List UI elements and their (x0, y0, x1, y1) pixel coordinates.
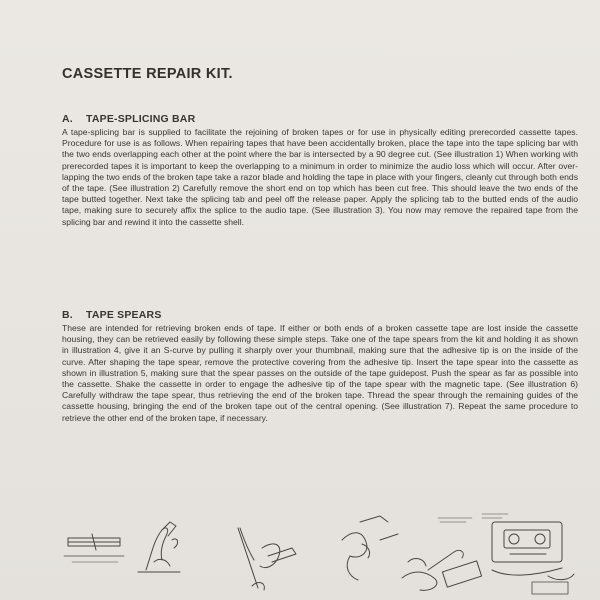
hand-spear-sketch-icon (342, 516, 398, 580)
section-letter: B. (62, 309, 73, 321)
section-body: These are intended for retrieving broken ends of tape. If either or both ends of a broken cassette tape are lost inside the cassette housing, they can be retrieved easily by following these simple steps. Take one of the tape spears from the kit and holding it as shown in illustration 4, give it an S-curve by pulling it sharply over your thumbnail, making sure that the adhesive tip is on the inside of the curve. After shaping the tape spear, remove the protective covering from the adhesive tip. Insert the tape spear into the cassette as shown in illustration 5, making sure that the spear passes on the outside of the tape guidepost. Push the spear as far as possible into the cassette. Shake the cassette in order to engage the adhesive tip of the tape spear with the magnetic tape. (See illustration 6) Carefully withdraw the tape spear, thus retrieving the end of the broken tape. Thread the spear through the remaining guides of the cassette housing, bringing the end of the broken tape out of the central opening. (See illustration 7). Repeat the same procedure to retrieve the other end of the broken tape, if necessary. (62, 323, 578, 423)
section-body: A tape-splicing bar is supplied to facilitate the rejoining of broken tapes or for use in physically editing prerecorded cassette tapes. Procedure for use is as follows. When repairing tapes that have been accidentally broken, place the tape into the tape splicing bar with the two ends overlapping each other at the point where the bar is intersected by a 90 degree cut. (See illustration 1) When working with prerecorded tapes it is important to keep the overlapping to a minimum in order to minimize the audio loss which will occur. After over-lapping the two ends of the broken tape take a razor blade and holding the tape in place with your fingers, cleanly cut through both ends of the tape. (See illustration 2) Carefully remove the short end on top which has been cut free. This should leave the two ends of the tape butted together. Next take the splicing tab and peel off the release paper. Apply the splicing tab to the butted ends of the audio tape, making sure to securely affix the splice to the audio tape. (See illustration 3). You now may remove the repaired tape from the splicing bar and rewind it into the cassette shell. (62, 127, 578, 227)
insert-spear-sketch-icon (402, 550, 482, 590)
cassette-sketch-icon (492, 522, 574, 594)
section-letter: A. (62, 113, 73, 125)
section-heading-text: TAPE SPEARS (86, 309, 162, 321)
section-tape-spears (62, 309, 578, 424)
illustrations-strip (62, 500, 578, 600)
caption-scribbles (438, 514, 508, 522)
section-heading (62, 309, 578, 321)
page-title: CASSETTE REPAIR KIT. (62, 66, 233, 82)
splicing-tab-sketch-icon (238, 528, 296, 590)
section-heading (62, 113, 578, 125)
razor-cut-sketch-icon (138, 522, 180, 572)
splicing-bar-sketch-icon (64, 534, 124, 562)
section-tape-splicing-bar (62, 113, 578, 228)
section-heading-text: TAPE-SPLICING BAR (86, 113, 196, 125)
